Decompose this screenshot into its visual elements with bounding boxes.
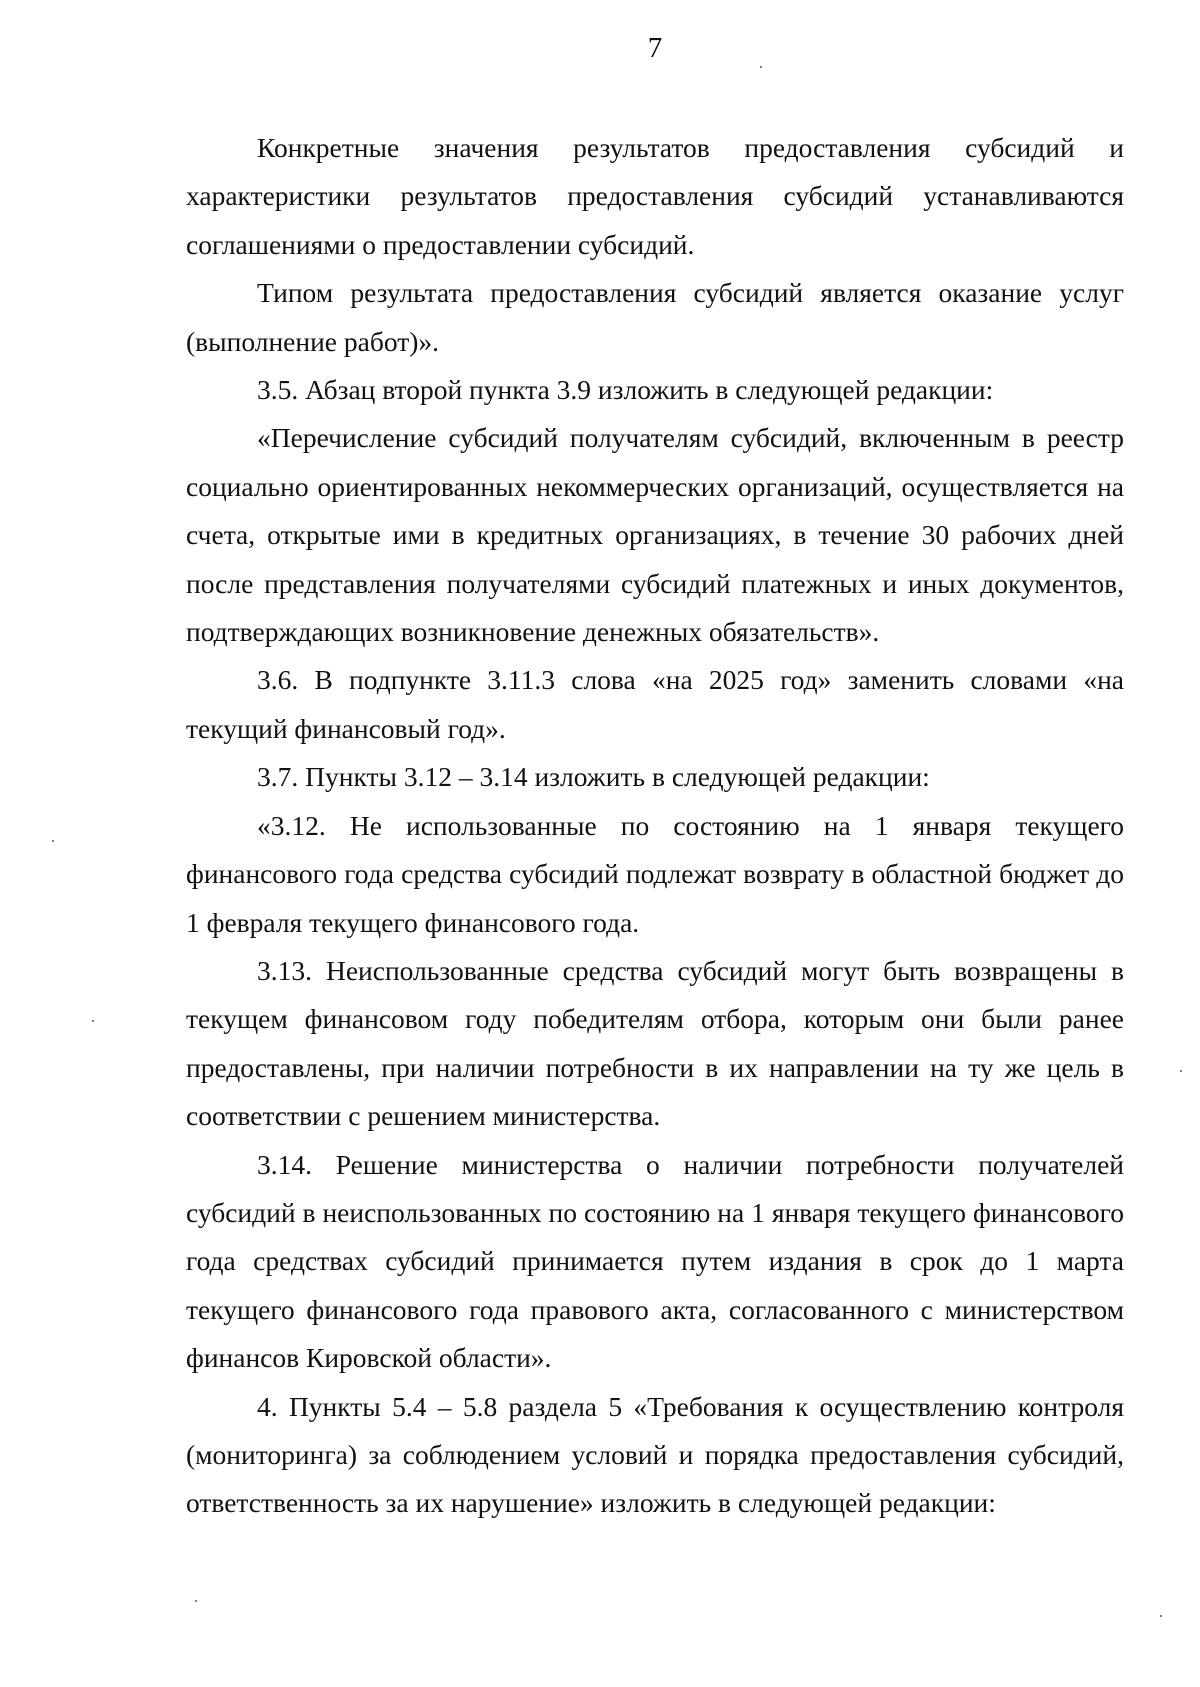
paragraph: «3.12. Не использованные по состоянию на 1 января текущего финансового года средства субсидий подлежат возврату в областной бюджет до 1 февраля текущего финансового года. xyxy=(186,809,1124,938)
paragraph: 3.13. Неиспользованные средства субсидий могут быть возвращены в текущем финансовом году победителям отбора, которым они были ранее предоставлены, при наличии потребности в их направлении на ту же цель в соответствии с решением министерства. xyxy=(186,954,1124,1132)
scan-speck xyxy=(1180,1070,1182,1072)
page-number: 7 xyxy=(647,32,663,64)
scan-speck xyxy=(92,1020,94,1022)
paragraph: 4. Пункты 5.4 – 5.8 раздела 5 «Требования к осуществлению контроля (мониторинга) за соблюдением условий и порядка предоставления субсидий, ответственность за их нарушение» изложить в следующей редакции: xyxy=(186,1390,1124,1519)
scan-speck xyxy=(52,840,54,842)
paragraph: 3.6. В подпункте 3.11.3 слова «на 2025 год» заменить словами «на текущий финансовый год». xyxy=(186,664,1124,744)
paragraph: Типом результата предоставления субсидий является оказание услуг (выполнение работ)». xyxy=(186,277,1124,357)
paragraph: 3.5. Абзац второй пункта 3.9 изложить в следующей редакции: xyxy=(257,374,994,406)
scan-speck xyxy=(1160,1615,1162,1617)
scan-speck xyxy=(760,66,762,68)
paragraph: 3.7. Пункты 3.12 – 3.14 изложить в следующей редакции: xyxy=(257,761,930,793)
document-body xyxy=(186,124,1124,1528)
paragraph: Конкретные значения результатов предоставления субсидий и характеристики результатов предоставления субсидий устанавливаются соглашениями о предоставлении субсидий. xyxy=(186,132,1124,260)
paragraph: 3.14. Решение министерства о наличии потребности получателей субсидий в неиспользованных по состоянию на 1 января текущего финансового года средствах субсидий принимается путем издания в срок до 1 марта текущего финансового года правового акта, согласованного с министерством финансов Кировской области». xyxy=(186,1148,1124,1374)
scan-speck xyxy=(195,1600,197,1602)
paragraph: «Перечисление субсидий получателям субсидий, включенным в реестр социально ориентированных некоммерческих организаций, осуществляется на счета, открытые ими в кредитных организациях, в течение 30 рабочих дней после представления получателями субсидий платежных и иных документов, подтверждающих возникновение денежных обязательств». xyxy=(186,422,1124,648)
